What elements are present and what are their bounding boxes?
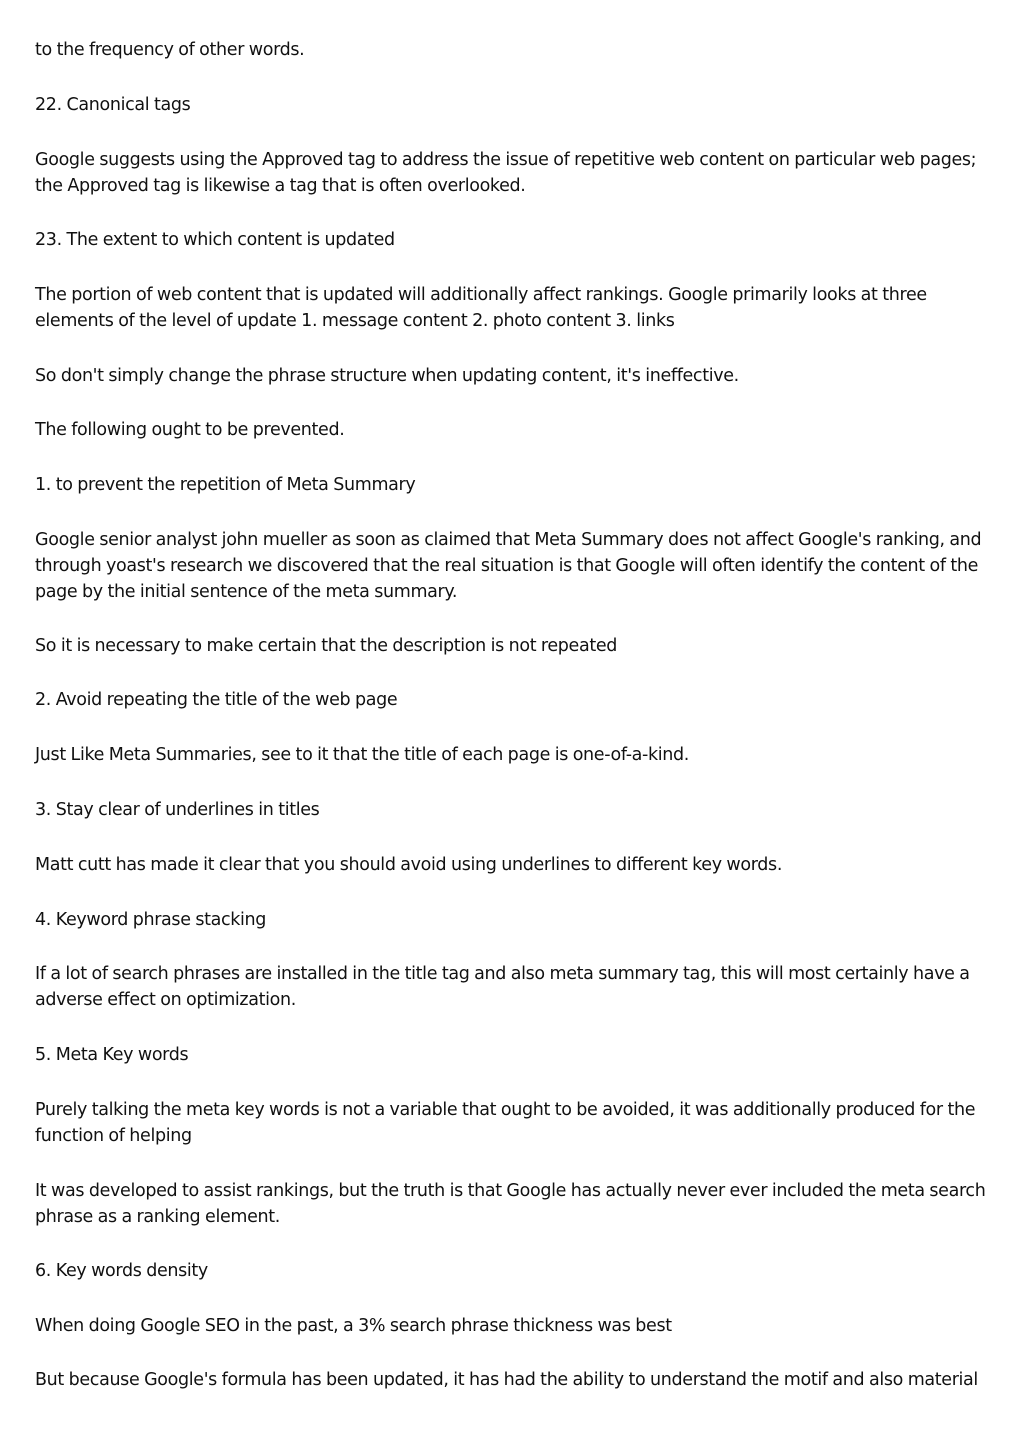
heading-keyword-density: 6. Key words density <box>35 1261 208 1281</box>
heading-underlines-in-titles: 3. Stay clear of underlines in titles <box>35 800 320 820</box>
paragraph-keyword-stacking: If a lot of search phrases are installed in the title tag and also meta summary tag, this will most certainly have a adverse effect on optimization. <box>35 964 970 1010</box>
heading-content-updated: 23. The extent to which content is updated <box>35 230 395 250</box>
paragraph-matt-cutt: Matt cutt has made it clear that you should avoid using underlines to different key words. <box>35 855 783 875</box>
heading-keyword-stacking: 4. Keyword phrase stacking <box>35 910 267 930</box>
heading-canonical-tags: 22. Canonical tags <box>35 95 191 115</box>
paragraph-meta-key-words: Purely talking the meta key words is not a variable that ought to be avoided, it was additionally produced for the function of helping <box>35 1100 976 1146</box>
paragraph-assist-rankings: It was developed to assist rankings, but the truth is that Google has actually never ever included the meta search phrase as a ranking element. <box>35 1181 986 1227</box>
paragraph-phrase-structure: So don't simply change the phrase structure when updating content, it's ineffective. <box>35 366 739 386</box>
paragraph-unique-title: Just Like Meta Summaries, see to it that the title of each page is one-of-a-kind. <box>35 745 690 765</box>
paragraph-frequency-tail: to the frequency of other words. <box>35 40 305 60</box>
paragraph-meta-summary: Google senior analyst john mueller as soon as claimed that Meta Summary does not affect Google's ranking, and through yoast's research we discovered that the real situation is that Google will often identify the content of the page by the initial sentence of the meta summary. <box>35 530 982 602</box>
heading-avoid-repeating-title: 2. Avoid repeating the title of the web page <box>35 690 398 710</box>
heading-meta-summary-repetition: 1. to prevent the repetition of Meta Summary <box>35 475 416 495</box>
paragraph-prevented-intro: The following ought to be prevented. <box>35 420 345 440</box>
paragraph-canonical-tags: Google suggests using the Approved tag to address the issue of repetitive web content on particular web pages; the Approved tag is likewise a tag that is often overlooked. <box>35 150 977 196</box>
paragraph-seo-density: When doing Google SEO in the past, a 3% search phrase thickness was best <box>35 1316 672 1336</box>
paragraph-description-not-repeated: So it is necessary to make certain that the description is not repeated <box>35 636 618 656</box>
heading-meta-key-words: 5. Meta Key words <box>35 1045 189 1065</box>
paragraph-content-updated: The portion of web content that is updated will additionally affect rankings. Google primarily looks at three elements of the level of update 1. message content 2. photo content 3. links <box>35 285 927 331</box>
paragraph-formula-updated: But because Google's formula has been updated, it has had the ability to understand the motif and also material <box>35 1370 978 1390</box>
